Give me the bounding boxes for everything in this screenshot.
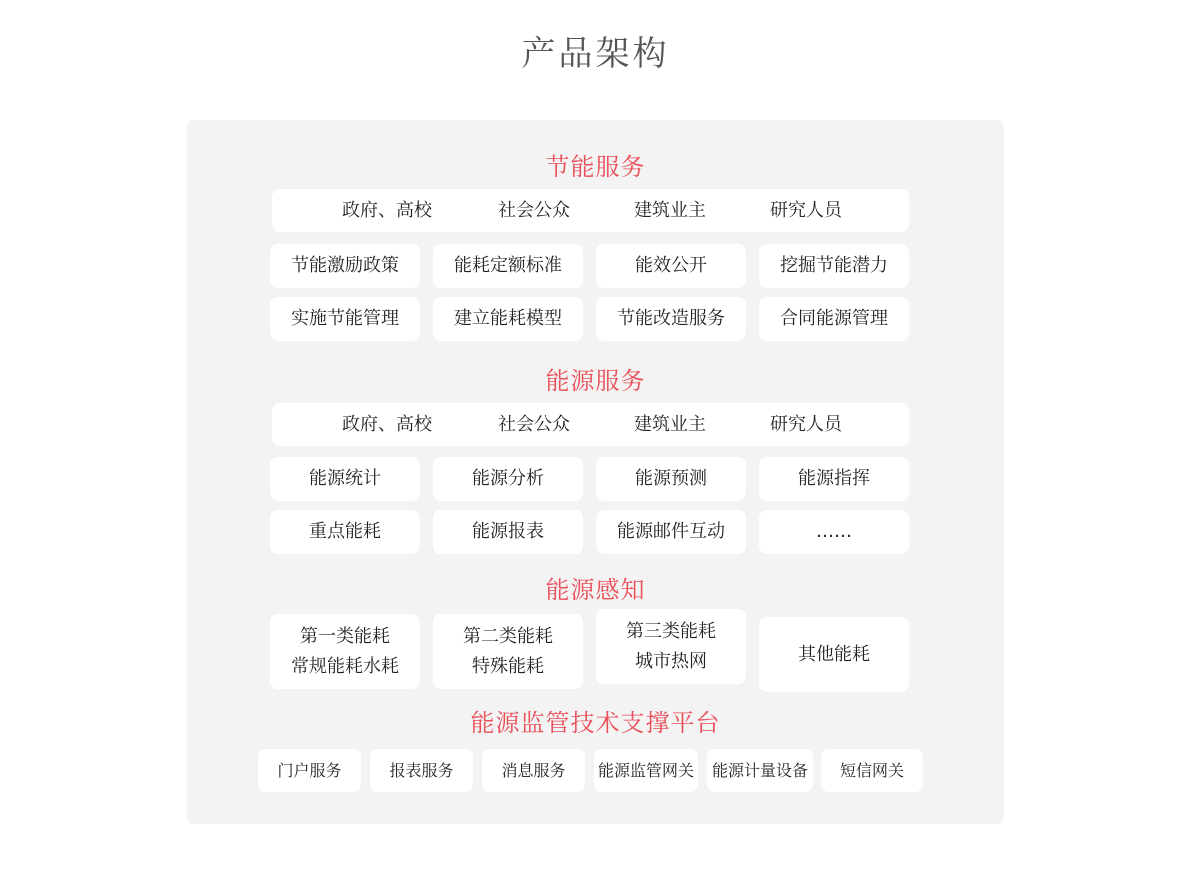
section-title-platform: 能源监管技术支撑平台: [470, 709, 721, 737]
platform-box[interactable]: 门户服务: [258, 749, 361, 792]
sensing-box-line1: 第二类能耗: [463, 625, 553, 647]
audience-item: 社会公众: [498, 199, 570, 221]
sensing-box-line1: 第一类能耗: [300, 625, 390, 647]
sensing-box-line2: 常规能耗水耗: [291, 655, 399, 677]
section-title-energy-service: 能源服务: [545, 367, 646, 395]
sensing-box-line2: 城市热网: [635, 650, 707, 672]
audience-item: 社会公众: [498, 413, 570, 435]
service-box[interactable]: 能源统计: [270, 457, 420, 501]
service-box[interactable]: 节能改造服务: [596, 297, 746, 341]
service-box[interactable]: 能源指挥: [759, 457, 909, 501]
service-box[interactable]: 节能激励政策: [270, 244, 420, 288]
service-box[interactable]: 建立能耗模型: [433, 297, 583, 341]
audience-bar-energy-saving: [272, 189, 909, 232]
service-box[interactable]: 能源邮件互动: [596, 510, 746, 554]
sensing-box-line1: 第三类能耗: [626, 620, 716, 642]
service-box[interactable]: 挖掘节能潜力: [759, 244, 909, 288]
sensing-box-line2: 特殊能耗: [472, 655, 544, 677]
platform-box[interactable]: 短信网关: [821, 749, 923, 792]
sensing-box[interactable]: [596, 609, 746, 684]
service-box[interactable]: 合同能源管理: [759, 297, 909, 341]
service-box[interactable]: ……: [759, 510, 909, 554]
service-box[interactable]: 能耗定额标准: [433, 244, 583, 288]
audience-item: 建筑业主: [634, 413, 706, 435]
audience-bar-energy-service: [272, 403, 909, 446]
service-box[interactable]: 实施节能管理: [270, 297, 420, 341]
platform-box[interactable]: 报表服务: [370, 749, 473, 792]
audience-item: 研究人员: [770, 413, 842, 435]
service-box[interactable]: 能源预测: [596, 457, 746, 501]
page-title: 产品架构: [521, 34, 670, 74]
audience-item: 建筑业主: [634, 199, 706, 221]
section-title-energy-saving: 节能服务: [545, 153, 646, 181]
platform-box[interactable]: 能源监管网关: [594, 749, 698, 792]
service-box[interactable]: 能源分析: [433, 457, 583, 501]
audience-item: 研究人员: [770, 199, 842, 221]
section-title-energy-sensing: 能源感知: [545, 576, 646, 604]
sensing-box[interactable]: [433, 614, 583, 689]
platform-box[interactable]: 消息服务: [482, 749, 585, 792]
audience-item: 政府、高校: [342, 199, 432, 221]
platform-box[interactable]: 能源计量设备: [707, 749, 813, 792]
audience-item: 政府、高校: [342, 413, 432, 435]
sensing-box[interactable]: 其他能耗: [759, 617, 909, 692]
sensing-box[interactable]: [270, 614, 420, 689]
service-box[interactable]: 能效公开: [596, 244, 746, 288]
service-box[interactable]: 重点能耗: [270, 510, 420, 554]
service-box[interactable]: 能源报表: [433, 510, 583, 554]
